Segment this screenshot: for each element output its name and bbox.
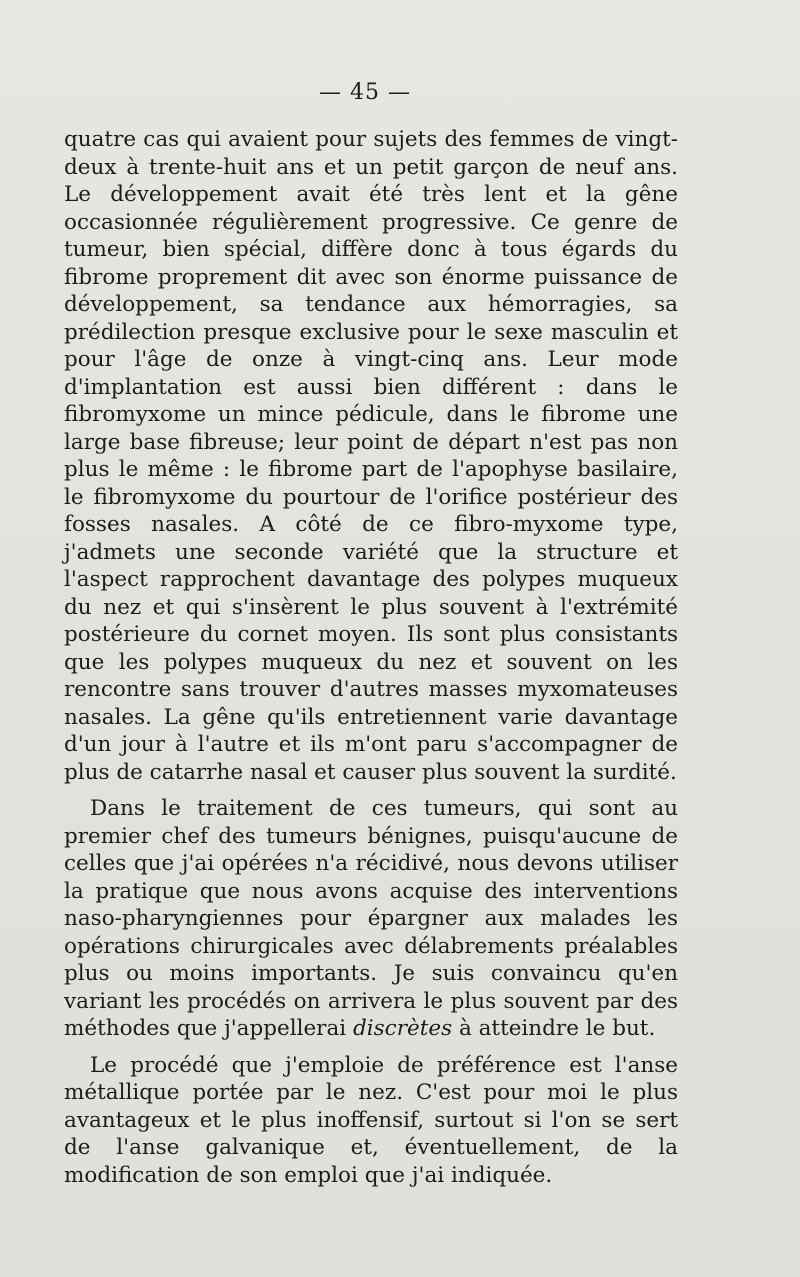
paragraph-3: Le procédé que j'emploie de préférence est l'anse métallique portée par le nez. C'est pour moi le plus avantageux et le plus inoffensif, surtout si l'on se sert de l'anse galvanique et, éventuellement, de la modification de son emploi que j'ai indiquée. [64, 1052, 678, 1188]
page-number: — 45 — [319, 80, 411, 105]
paragraph-2 [64, 795, 678, 1043]
paragraph-2-text-before: Dans le traitement de ces tumeurs, qui sont au premier chef des tumeurs bénignes, puisqu'aucune de celles que j'ai opérées n'a récidivé, nous devons utiliser la pratique que nous avons acquise des interventions naso-pharyngiennes pour épargner aux malades les opérations chirurgicales avec délabrements préalables plus ou moins importants. Je suis convaincu qu'en variant les procédés on arrivera le plus souvent par des méthodes que j'appellerai [64, 796, 678, 1041]
body-text [64, 126, 678, 1198]
paragraph-2-emphasis: discrètes [353, 1016, 453, 1041]
paragraph-1: quatre cas qui avaient pour sujets des femmes de vingt-deux à trente-huit ans et un petit garçon de neuf ans. Le développement avait été très lent et la gêne occasionnée régulièrement progressive. Ce genre de tumeur, bien spécial, diffère donc à tous égards du fibrome proprement dit avec son énorme puissance de développement, sa tendance aux hémorragies, sa prédilection presque exclusive pour le sexe masculin et pour l'âge de onze à vingt-cinq ans. Leur mode d'implantation est aussi bien différent : dans le fibromyxome un mince pédicule, dans le fibrome une large base fibreuse; leur point de départ n'est pas non plus le même : le fibrome part de l'apophyse basilaire, le fibromyxome du pourtour de l'orifice postérieur des fosses nasales. A côté de ce fibro-myxome type, j'admets une seconde variété que la structure et l'aspect rapprochent davantage des polypes muqueux du nez et qui s'insèrent le plus souvent à l'extrémité postérieure du cornet moyen. Ils sont plus consistants que les polypes muqueux du nez et souvent on les rencontre sans trouver d'autres masses myxomateuses nasales. La gêne qu'ils entretiennent varie davantage d'un jour à l'autre et ils m'ont paru s'accompagner de plus de catarrhe nasal et causer plus souvent la surdité. [64, 127, 678, 785]
paragraph-2-text-after: à atteindre le but. [452, 1016, 656, 1041]
